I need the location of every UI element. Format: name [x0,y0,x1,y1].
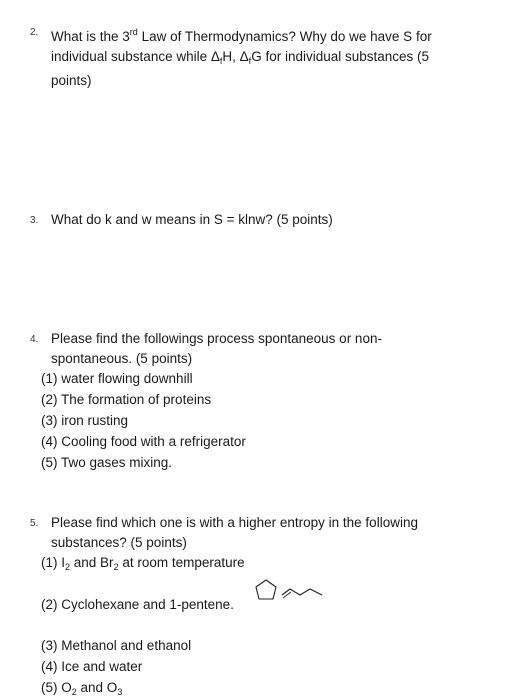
ring-shape [256,580,276,599]
answer-option: (2) Cyclohexane and 1-pentene. [41,597,234,612]
question-line-1: What do k and w means in S = klnw? (5 points) [51,212,333,227]
question-number: 5. [30,518,39,529]
answer-option: (2) The formation of proteins [41,392,212,407]
question-text [51,329,461,369]
question-line-1: Please find which one is with a higher entropy in the following [51,515,418,530]
answer-option: (5) $O_2$ and $O_3$ [41,680,123,697]
answer-option: (3) iron rusting [41,413,129,428]
answer-option: (1) water flowing downhill [41,371,193,386]
question-number: 4. [30,334,39,345]
question-line-1: Please find the followings process spontaneous or non- [51,331,382,346]
question-text [51,513,461,553]
answer-option: (4) Cooling food with a refrigerator [41,434,246,449]
question-number: 3. [30,215,39,226]
answer-option: (5) Two gases mixing. [41,455,173,470]
question-text [51,22,461,91]
question-line-1: What is the 3rd Law of Thermodynamics? Why do we have S for [51,27,432,44]
answer-option: (4) Ice and water [41,659,143,674]
question-line-3: points) [51,73,92,88]
question-number: 2. [30,27,39,38]
cyclohexane-pentene-structure-icon [250,575,330,613]
question-line-2: substances? (5 points) [51,535,187,550]
question-text [51,210,461,230]
question-line-2: individual substance while $\Delta_fH$, $\Delta_fG$ for individual substances (5 [51,49,430,66]
answer-option: (1) $I_2$ and $Br_2$ at room temperature [41,555,245,572]
answer-option: (3) Methanol and ethanol [41,638,192,653]
question-line-2: spontaneous. (5 points) [51,351,193,366]
